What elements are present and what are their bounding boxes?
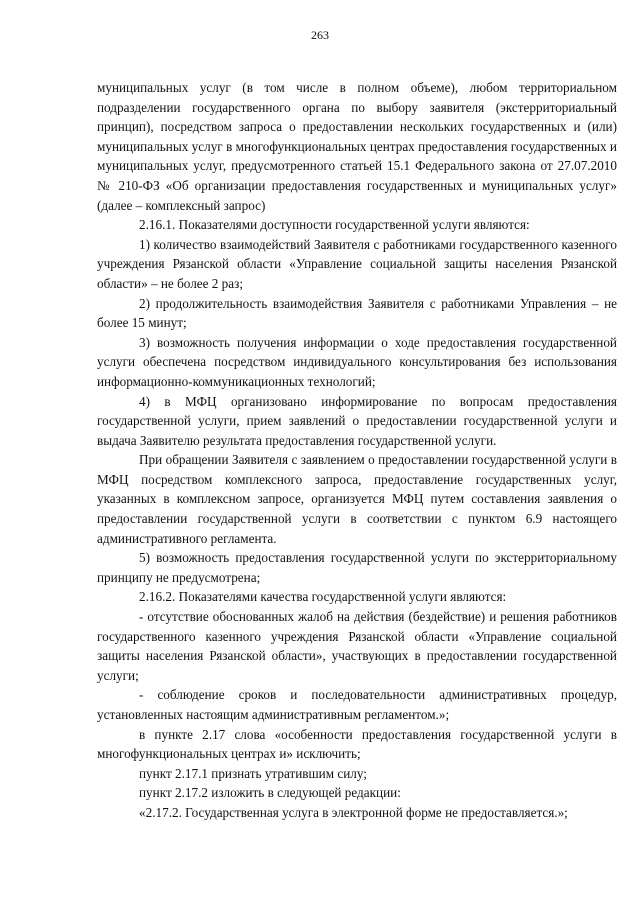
paragraph: 2.16.1. Показателями доступности государственной услуги являются: bbox=[139, 217, 530, 233]
paragraph: 2) продолжительность взаимодействия Заявителя с работниками Управления – не более 15 минут; bbox=[97, 295, 617, 331]
paragraph: 4) в МФЦ организовано информирование по вопросам предоставления государственной услуги, прием заявлений о предоставлении государственной услуги и выдача Заявителю результата предоставления государственной услуги. bbox=[97, 393, 617, 448]
paragraph: - соблюдение сроков и последовательности административных процедур, установленных настоящим административным регламентом.»; bbox=[97, 687, 617, 722]
paragraph: пункт 2.17.1 признать утратившим силу; bbox=[139, 765, 367, 781]
page-number: 263 bbox=[311, 28, 329, 42]
paragraph: 5) возможность предоставления государственной услуги по экстерриториальному принципу не предусмотрена; bbox=[97, 550, 617, 585]
paragraph: 3) возможность получения информации о ходе предоставления государственной услуги обеспечена посредством индивидуального консультирования без использования информационно-коммуникационных технологий; bbox=[97, 334, 617, 389]
paragraph: муниципальных услуг (в том числе в полном объеме), любом территориальном подразделении государственного органа по выбору заявителя (экстерриториальный принцип), посредством запроса о предоставлении нескольких государственных и (или) муниципальных услуг в многофункциональных центрах предоставления государственных и муниципальных услуг, предусмотренного статьей 15.1 Федерального закона от 27.07.2010 № 210-ФЗ «Об организации предоставления государственных и муниципальных услуг» (далее – комплексный запрос) bbox=[97, 80, 617, 213]
paragraph: При обращении Заявителя с заявлением о предоставлении государственной услуги в МФЦ посредством комплексного запроса, предоставление государственных услуг, указанных в комплексном запросе, организуется МФЦ путем составления заявления о предоставлении государственной услуги в соответствии с пунктом 6.9 настоящего административного регламента. bbox=[97, 452, 617, 546]
document-body bbox=[97, 78, 617, 823]
paragraph: 1) количество взаимодействий Заявителя с работниками государственного казенного учреждения Рязанской области «Управление социальной защиты населения Рязанской области» – не более 2 раз; bbox=[97, 236, 617, 291]
paragraph: - отсутствие обоснованных жалоб на действия (бездействие) и решения работников государственного казенного учреждения Рязанской области «Управление социальной защиты населения Рязанской области», участвующих в предоставлении государственной услуги; bbox=[97, 609, 617, 683]
paragraph: «2.17.2. Государственная услуга в электронной форме не предоставляется.»; bbox=[139, 804, 568, 820]
paragraph: в пункте 2.17 слова «особенности предоставления государственной услуги в многофункциональных центрах и» исключить; bbox=[97, 726, 617, 762]
paragraph: пункт 2.17.2 изложить в следующей редакции: bbox=[139, 785, 401, 801]
paragraph: 2.16.2. Показателями качества государственной услуги являются: bbox=[139, 589, 507, 605]
